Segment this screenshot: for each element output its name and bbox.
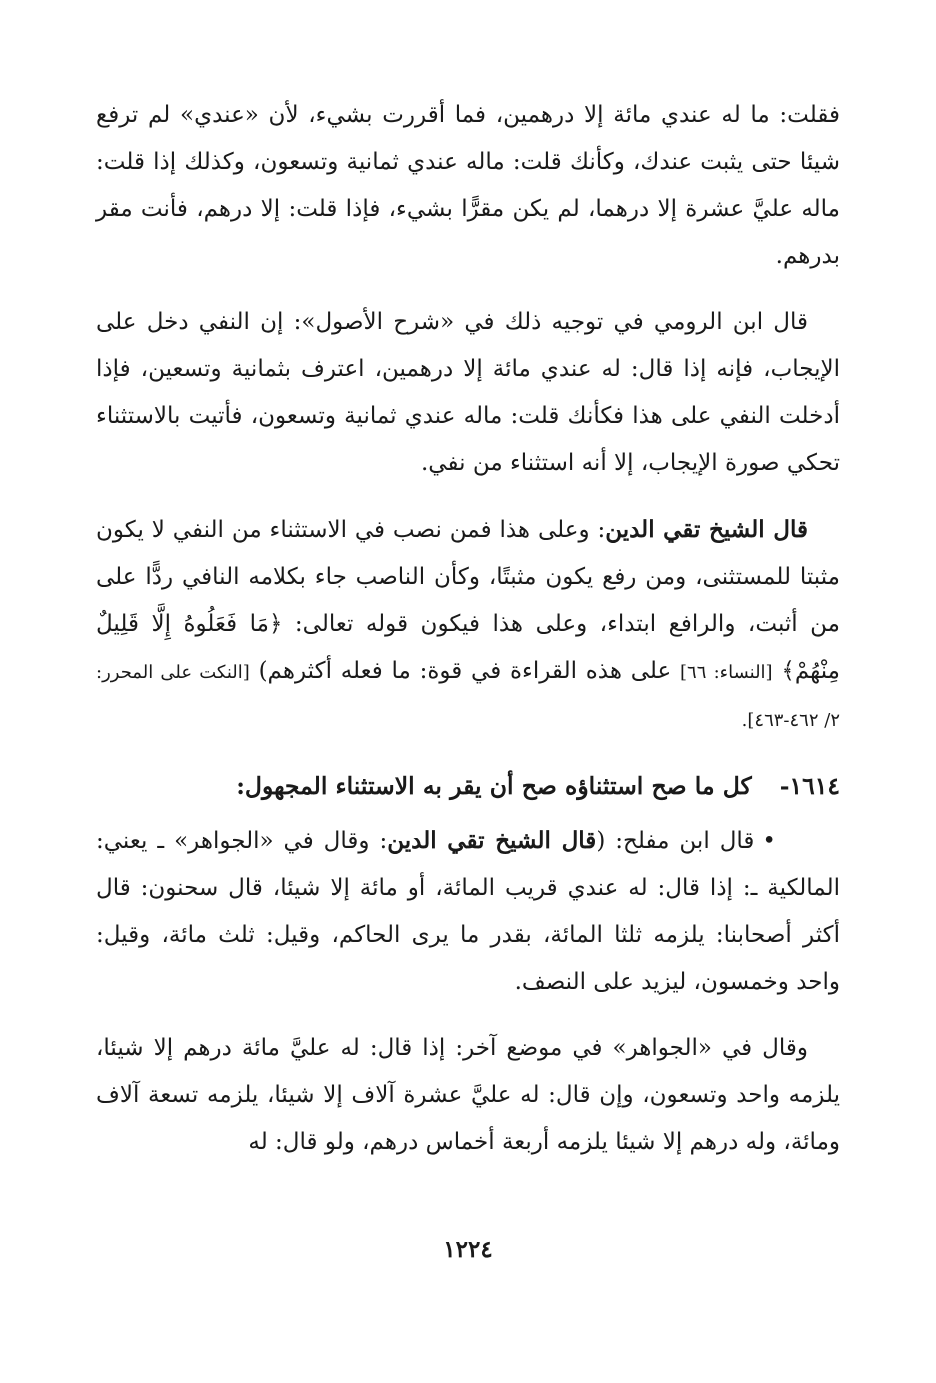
paragraph-1 (96, 92, 840, 280)
paragraph-4-lead: قال ابن مفلح: ( (596, 828, 755, 854)
paragraph-2-text: قال ابن الرومي في توجيه ذلك في «شرح الأصول»: إن النفي دخل على الإيجاب، فإنه إذا قال: له عندي مائة إلا درهمين، اعترف بثمانية وتسعين، فإذا أدخلت النفي على هذا فكأنك قلت: ماله عندي ثمانية وتسعون، فأتيت بالاستثناء تحكي صورة الإيجاب، إلا أنه استثناء من نفي. (96, 309, 840, 476)
page-body (96, 92, 840, 1292)
section-number: ١٦١٤- (779, 772, 840, 800)
paragraph-1-text: فقلت: ما له عندي مائة إلا درهمين، فما أقررت بشيء، لأن «عندي» لم ترفع شيئا حتى يثبت عندك، وكأنك قلت: ماله عندي ثمانية وتسعون، وكذلك إذا قلت: ماله عليَّ عشرة إلا درهما، لم يكن مقرًّا بشيء، فإذا قلت: إلا درهم، فأنت مقر بدرهم. (96, 102, 840, 269)
paragraph-3-text: : وعلى هذا فمن نصب في الاستثناء من النفي لا يكون مثبتا للمستثنى، ومن رفع يكون مثبتًا، وكأن الناصب جاء بكلامه النافي ردًّا على من أثبت، والرافع ابتداء، وعلى هذا فيكون قوله تعالى: ﴿مَا فَعَلُوهُ إِلَّا قَلِيلٌ مِنْهُمْ﴾ (96, 517, 840, 684)
paragraph-4-text: : وقال في «الجواهر» ـ يعني: المالكية ـ: إذا قال: له عندي قريب المائة، أو مائة إلا شيئا، قال سحنون: قال أكثر أصحابنا: يلزمه ثلثا المائة، بقدر ما يرى الحاكم، وقيل: ثلث مائة، وقيل: واحد وخمسون، ليزيد على النصف. (96, 828, 840, 995)
source-reference: [النكت على المحرر: ٢/ ٤٦٢-٤٦٣]. (96, 662, 840, 731)
paragraph-3-text-after: على هذه القراءة في قوة: ما فعله أكثرهم) (258, 658, 681, 684)
verse-reference: [النساء: ٦٦] (680, 662, 773, 683)
paragraph-3 (96, 506, 840, 744)
section-heading (96, 763, 840, 809)
bullet-icon: • (762, 828, 776, 854)
paragraph-5-text: وقال في «الجواهر» في موضع آخر: إذا قال: له عليَّ مائة درهم إلا شيئا، يلزمه واحد وتسعون، وإن قال: له عليَّ عشرة آلاف إلا شيئا، يلزمه تسعة آلاف ومائة، وله درهم إلا شيئا يلزمه أربعة أخماس درهم، ولو قال: له (96, 1035, 840, 1155)
paragraph-3-lead: قال الشيخ تقي الدين (605, 516, 808, 543)
paragraph-5 (96, 1025, 840, 1166)
paragraph-4-lead-bold: قال الشيخ تقي الدين (387, 827, 597, 854)
paragraph-4 (96, 817, 840, 1006)
section-title: كل ما صح استثناؤه صح أن يقر به الاستثناء المجهول: (236, 772, 752, 800)
paragraph-2 (96, 299, 840, 487)
page-number: ١٢٢٤ (443, 1236, 493, 1263)
